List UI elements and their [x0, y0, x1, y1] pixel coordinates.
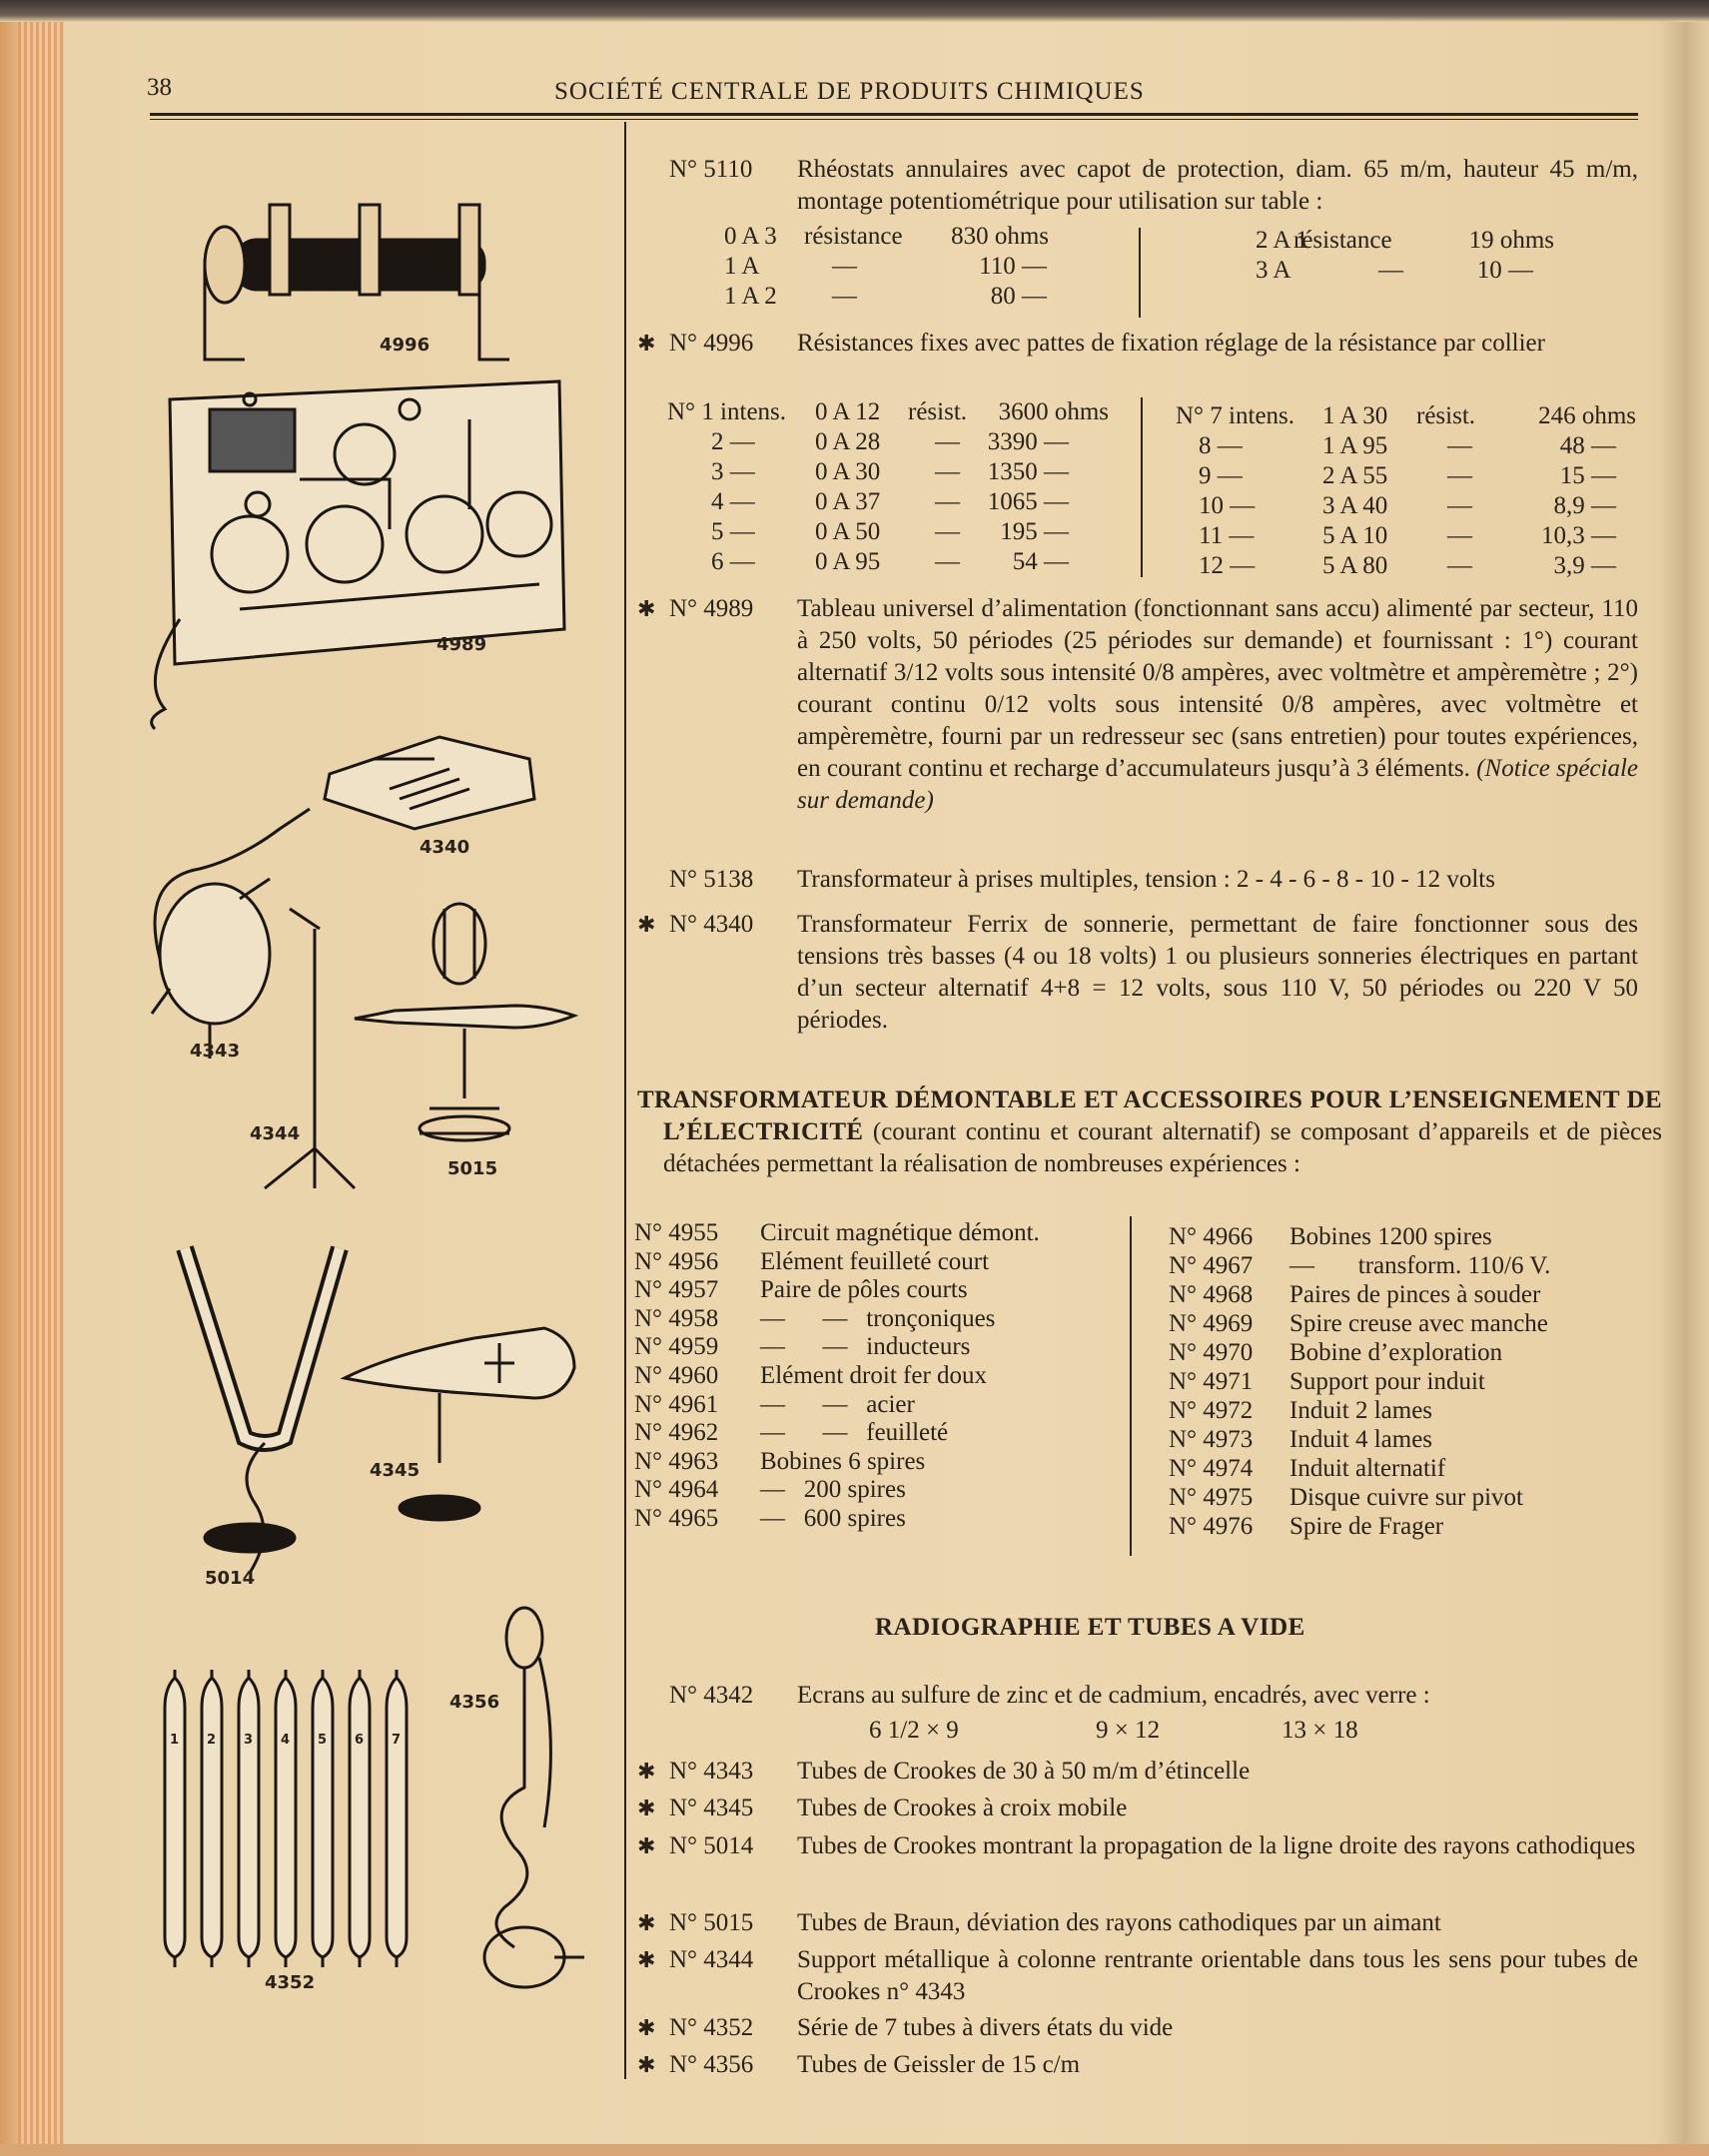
table-cell: N° 4976	[1169, 1513, 1254, 1540]
vacuum-tube-6	[350, 1670, 370, 1967]
item-number: N° 5110	[669, 156, 753, 183]
item-description	[797, 1830, 1638, 1862]
table-cell: N° 4975	[1169, 1484, 1254, 1511]
table-cell: 0 A 12	[815, 398, 881, 425]
table-cell: —	[1447, 432, 1472, 459]
table-cell: résistance	[804, 223, 903, 250]
item-text: Tubes de Geissler de 15 c/m	[797, 2051, 1081, 2078]
item-text: Tubes de Crookes à croix mobile	[797, 1795, 1128, 1821]
table-cell: N° 4962	[634, 1419, 719, 1447]
item-number: N° 4340	[669, 911, 754, 938]
figure-label-4340: 4340	[420, 837, 470, 858]
table-cell: —	[832, 253, 857, 280]
figure-label-4989: 4989	[436, 634, 487, 655]
figure-label-4345: 4345	[370, 1460, 421, 1481]
table-cell: 9 —	[1199, 462, 1243, 489]
table-cell: 195 —	[1000, 518, 1069, 545]
tube-number: 2	[207, 1733, 217, 1748]
item-number: N° 4343	[669, 1758, 754, 1785]
figure-label-4996: 4996	[380, 335, 430, 356]
item-description	[797, 1680, 1638, 1712]
crookes-cross-tube-4345-illustration	[345, 1328, 574, 1520]
item-text: Tableau universel d’alimentation (fonctionnant sans accu) alimenté par secteur, 110 à 250 volts, 50 périodes (25 périodes sur demande) et fournissant : 1°) courant alternatif 3/12 volts sous intensité 0/8 ampères, avec voltmètre et ampèremètre ; 2°) courant continu 0/12 volts sous intensité 0/8 ampères, avec voltmètre et ampèremètre, fourni par un redresseur sec (sans entretien) pour toutes expériences, en courant continu et recharge d’accumulateurs jusqu’à 3 éléments.	[797, 595, 1638, 782]
table-cell: 0 A 30	[815, 458, 881, 485]
item-number: N° 4996	[669, 330, 754, 357]
table-cell: N° 4964	[634, 1476, 719, 1504]
item-description	[797, 154, 1638, 218]
table-cell: N° 4972	[1169, 1397, 1254, 1424]
table-cell: 10,3 —	[1541, 522, 1616, 549]
item-text: Transformateur Ferrix de sonnerie, permettant de faire fonctionner sous des tensions très basses (4 ou 18 volts) 1 ou plusieurs sonneries électriques en partant d’un secteur alternatif 4+8 = 12 volts, sous 110 V, 50 périodes ou 220 V 50 périodes.	[797, 911, 1638, 1034]
list-item-text: Elément droit fer doux	[760, 1362, 988, 1389]
star-marker-icon: ✱	[637, 1833, 656, 1858]
table-cell: 12 —	[1199, 552, 1256, 579]
crookes-tube-4343-illustration	[152, 809, 310, 1059]
table-cell: 3 —	[711, 458, 755, 485]
table-cell: 3,9 —	[1553, 552, 1616, 579]
item-text: Tubes de Braun, déviation des rayons cathodiques par un aimant	[797, 1909, 1441, 1936]
figure-label-5015: 5015	[447, 1158, 498, 1179]
vacuum-tube-5	[313, 1670, 333, 1967]
figure-label-4344: 4344	[250, 1123, 301, 1144]
vacuum-tube-7	[387, 1670, 407, 1967]
table-cell: 80 —	[990, 283, 1047, 310]
item-description	[797, 593, 1638, 817]
table-cell: 9 × 12	[1096, 1717, 1161, 1744]
list-item-text: Induit 4 lames	[1289, 1426, 1433, 1453]
table-cell: 5 —	[711, 518, 755, 545]
table-cell: 246 ohms	[1538, 402, 1636, 429]
list-item-text: Support pour induit	[1289, 1368, 1485, 1395]
table-cell: 6 —	[711, 548, 755, 575]
item-number: N° 4342	[669, 1682, 754, 1709]
item-number: N° 4356	[669, 2051, 754, 2078]
table-cell: 0 A 28	[815, 428, 881, 455]
list-item-text: Elément feuilleté court	[760, 1247, 990, 1275]
list-item-text: — transform. 110/6 V.	[1289, 1252, 1551, 1279]
table-cell: N° 4961	[634, 1390, 719, 1418]
item-text: Série de 7 tubes à divers états du vide	[797, 2014, 1174, 2041]
list-item-text: Spire creuse avec manche	[1289, 1310, 1548, 1337]
table-cell: 5 A 80	[1322, 552, 1388, 579]
entry-4356	[631, 2049, 1638, 2081]
tube-series-4352-illustration	[165, 1670, 407, 1967]
table-cell: 0 A 3	[724, 223, 777, 250]
list-item-text: — — feuilleté	[760, 1419, 949, 1447]
table-cell: N° 4955	[634, 1219, 719, 1246]
list-item-text: Bobines 1200 spires	[1289, 1223, 1492, 1250]
tube-number: 1	[170, 1733, 180, 1748]
item-number: N° 5014	[669, 1832, 754, 1859]
star-marker-icon: ✱	[637, 1910, 656, 1935]
table-cell: 8,9 —	[1553, 492, 1616, 519]
item-description	[797, 2012, 1638, 2044]
table-cell: —	[1447, 462, 1472, 489]
table-cell: —	[935, 548, 960, 575]
table-cell: 2 A 55	[1322, 462, 1388, 489]
illustrations-column	[0, 0, 629, 2097]
table-cell: 0 A 95	[815, 548, 881, 575]
table-cell: N° 4973	[1169, 1426, 1254, 1453]
item-description	[797, 1944, 1638, 2008]
table-cell: 5 A 10	[1322, 522, 1388, 549]
tube-number: 6	[355, 1733, 365, 1748]
table-cell: N° 4966	[1169, 1223, 1254, 1250]
table-cell: résist.	[1416, 402, 1476, 429]
list-item-text: — — acier	[760, 1390, 915, 1418]
entry-4989	[631, 593, 1638, 817]
list-divider	[1130, 1216, 1132, 1556]
table-cell: —	[1447, 552, 1472, 579]
table-divider	[1141, 397, 1143, 577]
table-cell: 1 A	[724, 253, 760, 280]
table-cell: 1350 —	[987, 458, 1069, 485]
figure-label-4343: 4343	[190, 1041, 241, 1062]
section-title: TRANSFORMATEUR DÉMONTABLE ET ACCESSOIRES POUR L’ENSEIGNEMENT DE L’ÉLECTRICITÉ	[637, 1086, 1662, 1145]
page-header-title: SOCIÉTÉ CENTRALE DE PRODUITS CHIMIQUES	[554, 78, 1145, 105]
table-cell: N° 4974	[1169, 1455, 1254, 1482]
table-cell: —	[832, 283, 857, 310]
figure-label-4356: 4356	[449, 1692, 500, 1713]
entry-5110	[631, 154, 1638, 218]
entry-5014	[631, 1830, 1638, 1862]
list-item-text: Bobines 6 spires	[760, 1447, 926, 1475]
section-intro: (courant continu et courant alternatif) se composant d’appareils et de pièces détachées permettant la réalisation de nombreuses expériences :	[663, 1118, 1662, 1177]
item-description	[797, 328, 1638, 359]
entry-5015	[631, 1907, 1638, 1939]
table-cell: 1 A 95	[1322, 432, 1388, 459]
item-number: N° 5138	[669, 866, 754, 893]
table-cell: 3 A	[1256, 257, 1291, 284]
star-marker-icon: ✱	[637, 596, 656, 621]
table-cell: 13 × 18	[1282, 1717, 1358, 1744]
table-cell: N° 4967	[1169, 1252, 1254, 1279]
item-text: Rhéostats annulaires avec capot de protection, diam. 65 m/m, hauteur 45 m/m, montage potentiométrique pour utilisation sur table :	[797, 156, 1638, 215]
tube-number: 4	[281, 1733, 291, 1748]
item-note: (Notice spéciale sur demande)	[797, 755, 1639, 814]
item-number: N° 4352	[669, 2014, 754, 2041]
table-divider	[1139, 228, 1141, 318]
table-cell: 0 A 37	[815, 488, 881, 515]
table-cell: 6 1/2 × 9	[869, 1717, 959, 1744]
power-panel-4989-illustration	[152, 381, 564, 729]
tube-number: 7	[392, 1733, 402, 1748]
entry-4352	[631, 2012, 1638, 2044]
rheostat-4996-illustration	[205, 205, 509, 359]
star-marker-icon: ✱	[637, 912, 656, 937]
table-cell: 3 A 40	[1322, 492, 1388, 519]
section-transformateur	[637, 1084, 1662, 1180]
item-number: N° 4344	[669, 1946, 754, 1973]
list-item-text: Induit alternatif	[1289, 1455, 1446, 1482]
list-item-text: Bobine d’exploration	[1289, 1339, 1503, 1366]
table-cell: 54 —	[1012, 548, 1069, 575]
crookes-v-tube-5014-illustration	[185, 1248, 340, 1573]
item-text: Support métallique à colonne rentrante orientable dans tous les sens pour tubes de Crookes n° 4343	[797, 1946, 1638, 2005]
table-cell: 10 —	[1199, 492, 1256, 519]
star-marker-icon: ✱	[637, 2052, 656, 2077]
item-number: N° 4989	[669, 595, 754, 622]
table-cell: N° 4970	[1169, 1339, 1254, 1366]
vacuum-tube-4	[276, 1670, 296, 1967]
list-item-text: — — inducteurs	[760, 1333, 971, 1361]
star-marker-icon: ✱	[637, 331, 656, 356]
table-cell: N° 7 intens.	[1176, 402, 1295, 429]
table-cell: 2 —	[711, 428, 755, 455]
figure-label-5014: 5014	[205, 1568, 256, 1589]
table-cell: —	[935, 428, 960, 455]
item-description	[797, 1756, 1638, 1788]
tube-number: 5	[318, 1733, 328, 1748]
vacuum-tube-2	[202, 1670, 222, 1967]
table-cell: 11 —	[1199, 522, 1255, 549]
vacuum-tube-3	[239, 1670, 259, 1967]
list-item-text: Disque cuivre sur pivot	[1289, 1484, 1523, 1511]
item-text: Résistances fixes avec pattes de fixation réglage de la résistance par collier	[797, 330, 1545, 357]
item-text: Tubes de Crookes montrant la propagation de la ligne droite des rayons cathodiques	[797, 1832, 1636, 1859]
table-cell: —	[935, 518, 960, 545]
figure-label-4352: 4352	[265, 1972, 316, 1993]
geissler-tube-4356-illustration	[484, 1608, 584, 1987]
table-cell: résist.	[908, 398, 968, 425]
table-cell: 10 —	[1476, 257, 1533, 284]
list-item-text: Paires de pinces à souder	[1289, 1281, 1541, 1308]
table-cell: 48 —	[1559, 432, 1616, 459]
list-item-text: Spire de Frager	[1289, 1513, 1444, 1540]
list-item-text: Induit 2 lames	[1289, 1397, 1433, 1424]
table-cell: 2 A 1	[1256, 227, 1308, 254]
table-cell: 110 —	[979, 253, 1047, 280]
item-text: Transformateur à prises multiples, tension : 2 - 4 - 6 - 8 - 10 - 12 volts	[797, 866, 1495, 893]
list-item-text: Paire de pôles courts	[760, 1276, 968, 1304]
item-text: Tubes de Crookes de 30 à 50 m/m d’étincelle	[797, 1758, 1251, 1785]
list-item-text: — — tronçoniques	[760, 1304, 996, 1332]
table-cell: 1 A 2	[724, 283, 777, 310]
table-cell: résistance	[1293, 227, 1392, 254]
star-marker-icon: ✱	[637, 1796, 656, 1820]
table-cell: 8 —	[1199, 432, 1243, 459]
table-cell: 830 ohms	[951, 223, 1049, 250]
table-cell: —	[1447, 492, 1472, 519]
item-description	[797, 1907, 1638, 1939]
list-item-text: Circuit magnétique démont.	[760, 1219, 1040, 1246]
entry-4996	[631, 328, 1638, 359]
item-number: N° 5015	[669, 1909, 754, 1936]
support-stand-4344-illustration	[265, 909, 355, 1188]
item-number: N° 4345	[669, 1795, 754, 1821]
table-cell: 0 A 50	[815, 518, 881, 545]
table-cell: N° 4969	[1169, 1310, 1254, 1337]
table-cell: —	[1378, 257, 1403, 284]
star-marker-icon: ✱	[637, 1947, 656, 1972]
table-cell: —	[1447, 522, 1472, 549]
vacuum-tube-1	[165, 1670, 185, 1967]
table-cell: 1 A 30	[1322, 402, 1388, 429]
transformer-4340-illustration	[325, 737, 534, 829]
table-cell: 3600 ohms	[998, 398, 1109, 425]
table-cell: 3390 —	[987, 428, 1069, 455]
item-text: Ecrans au sulfure de zinc et de cadmium, encadrés, avec verre :	[797, 1682, 1430, 1709]
item-description	[797, 1793, 1638, 1824]
item-description	[797, 909, 1638, 1037]
scan-bottom-border	[0, 2144, 1709, 2156]
entry-4345	[631, 1793, 1638, 1824]
page-number: 38	[147, 74, 172, 101]
table-cell: —	[935, 458, 960, 485]
braun-tube-5015-illustration	[355, 904, 574, 1140]
table-cell: 19 ohms	[1468, 227, 1554, 254]
tube-number: 3	[244, 1733, 254, 1748]
entry-5138	[631, 864, 1638, 896]
table-cell: N° 4963	[634, 1447, 719, 1475]
table-cell: N° 4958	[634, 1304, 719, 1332]
list-item-text: — 600 spires	[760, 1505, 906, 1532]
table-cell: 4 —	[711, 488, 755, 515]
entry-4343	[631, 1756, 1638, 1788]
table-cell: N° 4968	[1169, 1281, 1254, 1308]
table-cell: 1065 —	[987, 488, 1069, 515]
table-cell: 15 —	[1559, 462, 1616, 489]
table-cell: N° 4965	[634, 1505, 719, 1532]
table-cell: N° 4959	[634, 1333, 719, 1361]
table-cell: N° 4956	[634, 1247, 719, 1275]
item-description	[797, 2049, 1638, 2081]
table-cell: —	[935, 488, 960, 515]
item-description	[797, 864, 1638, 896]
entry-4342	[631, 1680, 1638, 1712]
entry-4344	[631, 1944, 1638, 2008]
star-marker-icon: ✱	[637, 1759, 656, 1784]
table-cell: N° 4971	[1169, 1368, 1254, 1395]
list-item-text: — 200 spires	[760, 1476, 906, 1504]
table-cell: N° 1 intens.	[667, 398, 787, 425]
star-marker-icon: ✱	[637, 2015, 656, 2040]
section-title-radiographie: RADIOGRAPHIE ET TUBES A VIDE	[875, 1614, 1305, 1641]
entry-4340	[631, 909, 1638, 1037]
table-cell: N° 4957	[634, 1276, 719, 1304]
table-cell: N° 4960	[634, 1362, 719, 1389]
